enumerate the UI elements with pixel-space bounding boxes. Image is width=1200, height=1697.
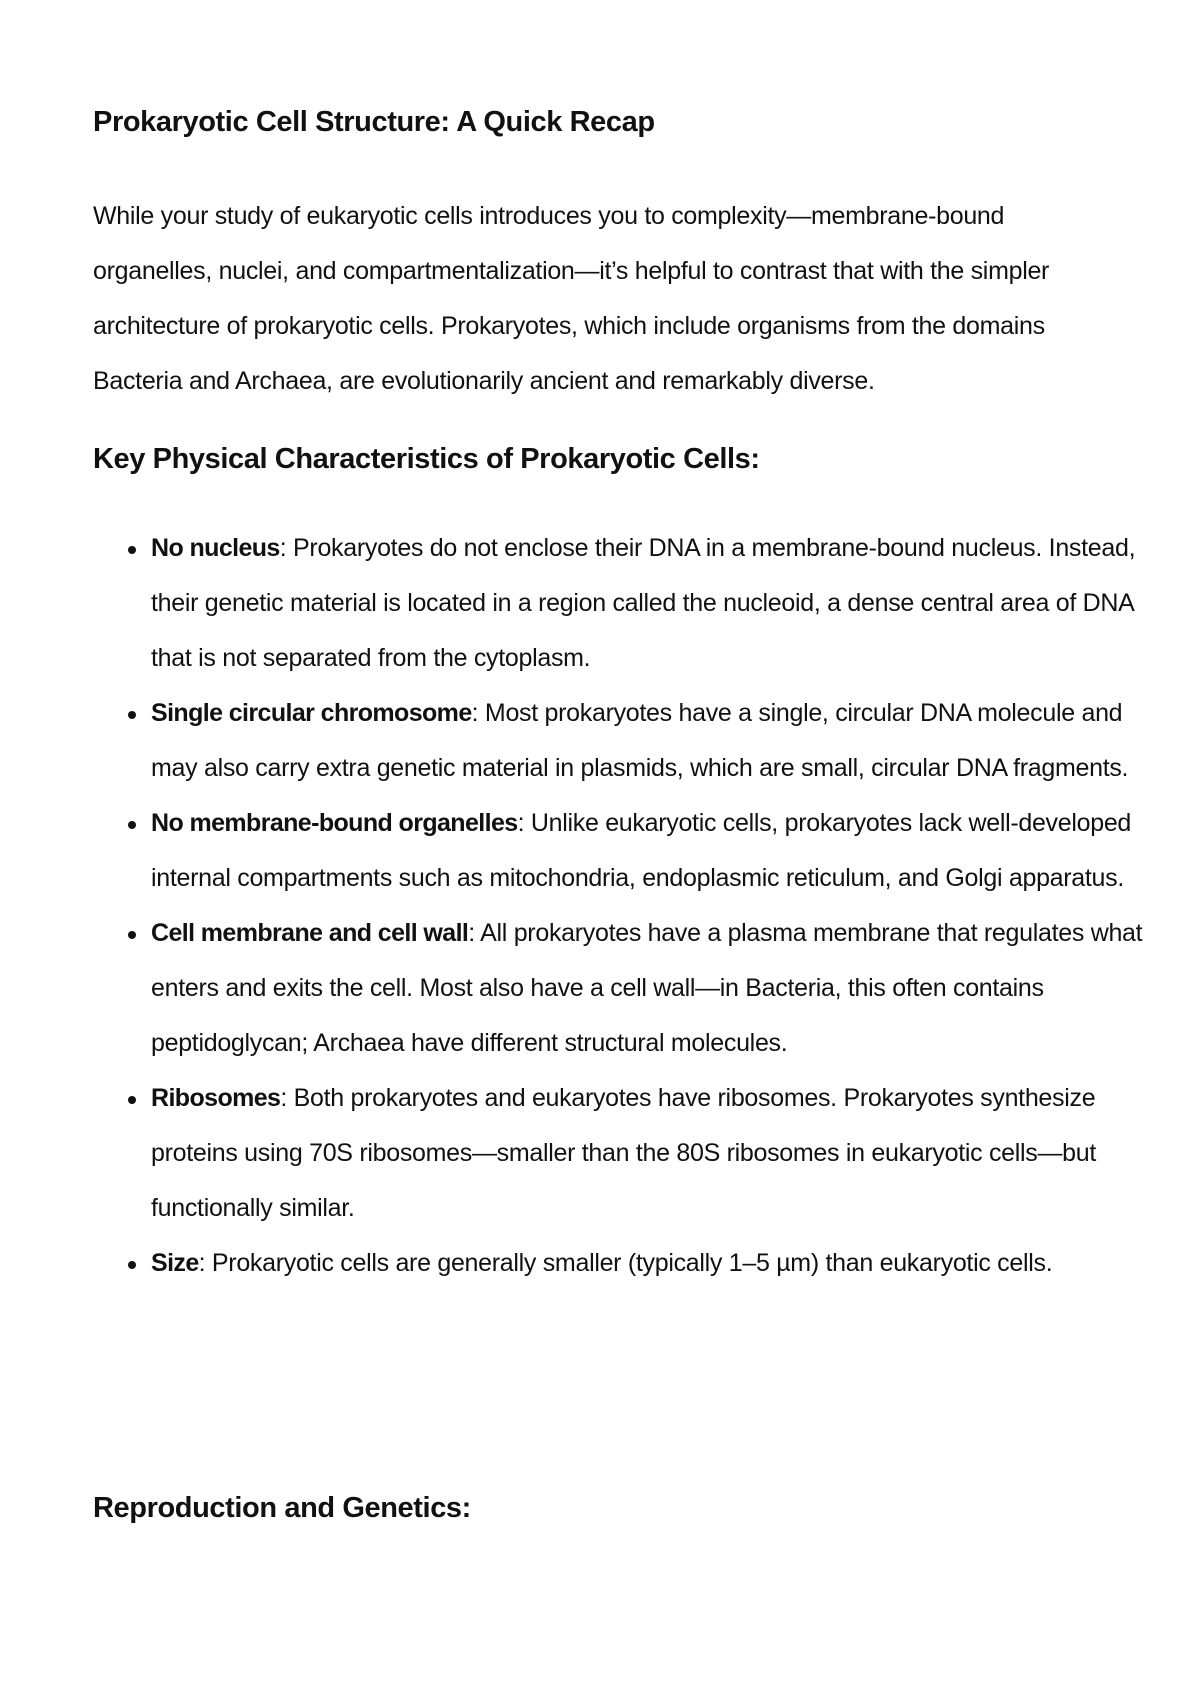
list-item-text: : Most prokaryotes have a single, circular DNA molecule and may also carry extra genetic material in plasmids, which are small, circular DNA fragments.: [151, 699, 1129, 782]
list-item-text: : Both prokaryotes and eukaryotes have ribosomes. Prokaryotes synthesize proteins using 70S ribosomes—smaller than the 80S ribosomes in eukaryotic cells—but functionally similar.: [151, 1084, 1097, 1222]
list-item-term: Ribosomes: [151, 1084, 281, 1112]
list-item-term: No membrane-bound organelles: [151, 809, 518, 837]
list-item-term: No nucleus: [151, 534, 280, 562]
list-item: [151, 521, 1151, 686]
list-item-text: : All prokaryotes have a plasma membrane that regulates what enters and exits the cell. Most also have a cell wall—in Bacteria, this often contains peptidoglycan; Archaea have different structural molecules.: [151, 919, 1143, 1057]
list-item-term: Size: [151, 1249, 199, 1277]
list-item: [151, 796, 1151, 906]
intro-paragraph: While your study of eukaryotic cells introduces you to complexity—membrane-bound organelles, nuclei, and compartmentalization—it’s helpful to contrast that with the simpler architecture of prokaryotic cells. Prokaryotes, which include organisms from the domains Bacteria and Archaea, are evolutionarily ancient and remarkably diverse.: [93, 202, 1050, 395]
characteristics-list: [151, 521, 1151, 1291]
list-item-term: Single circular chromosome: [151, 699, 472, 727]
list-item: [151, 686, 1151, 796]
list-item: [151, 906, 1151, 1071]
list-item-text: : Unlike eukaryotic cells, prokaryotes lack well-developed internal compartments such as mitochondria, endoplasmic reticulum, and Golgi apparatus.: [151, 809, 1132, 892]
page-title: Prokaryotic Cell Structure: A Quick Recap: [93, 106, 655, 138]
list-item: [151, 1071, 1151, 1236]
section-heading-reproduction: Reproduction and Genetics:: [93, 1492, 471, 1524]
list-item-term: Cell membrane and cell wall: [151, 919, 469, 947]
section-heading-characteristics: Key Physical Characteristics of Prokaryotic Cells:: [93, 443, 760, 475]
list-item-text: : Prokaryotes do not enclose their DNA in a membrane-bound nucleus. Instead, their genetic material is located in a region called the nucleoid, a dense central area of DNA that is not separated from the cytoplasm.: [151, 534, 1136, 672]
list-item-text: : Prokaryotic cells are generally smaller (typically 1–5 µm) than eukaryotic cells.: [198, 1249, 1053, 1277]
list-item: [151, 1236, 1151, 1291]
